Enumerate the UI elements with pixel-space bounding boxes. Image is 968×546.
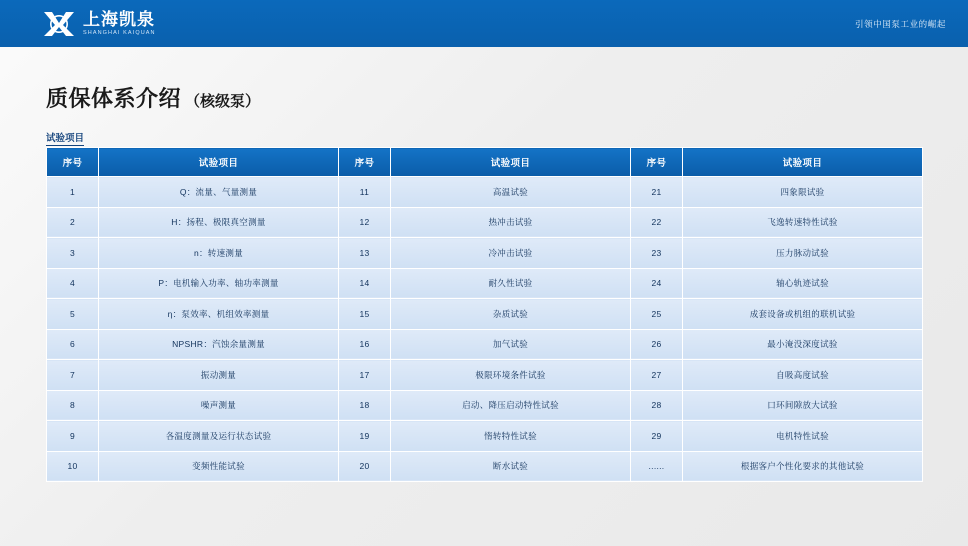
cell-item: 启动、降压启动特性试验 bbox=[391, 390, 631, 421]
table-row bbox=[47, 421, 923, 452]
cell-item: 极限环境条件试验 bbox=[391, 360, 631, 391]
brand-block bbox=[0, 9, 156, 39]
cell-no: 13 bbox=[339, 238, 391, 269]
cell-no: 27 bbox=[631, 360, 683, 391]
cell-item: 耐久性试验 bbox=[391, 268, 631, 299]
cell-no: 22 bbox=[631, 207, 683, 238]
column-header-item-2: 试验项目 bbox=[391, 148, 631, 177]
cell-item: 加气试验 bbox=[391, 329, 631, 360]
table-row bbox=[47, 390, 923, 421]
column-header-item-3: 试验项目 bbox=[683, 148, 923, 177]
column-header-item-1: 试验项目 bbox=[99, 148, 339, 177]
table-row bbox=[47, 299, 923, 330]
cell-no: 26 bbox=[631, 329, 683, 360]
cell-item: η：泵效率、机组效率测量 bbox=[99, 299, 339, 330]
table-row bbox=[47, 360, 923, 391]
table-row bbox=[47, 451, 923, 482]
test-items-table bbox=[46, 147, 922, 482]
footer-area bbox=[0, 506, 968, 546]
cell-item: 压力脉动试验 bbox=[683, 238, 923, 269]
page-title-main: 质保体系介绍 bbox=[46, 86, 182, 111]
cell-no: 1 bbox=[47, 177, 99, 208]
kaiquan-logo-icon bbox=[42, 9, 76, 39]
cell-no: 4 bbox=[47, 268, 99, 299]
cell-item: 飞逸转速特性试验 bbox=[683, 207, 923, 238]
cell-item: NPSHR：汽蚀余量测量 bbox=[99, 329, 339, 360]
cell-item: P：电机输入功率、轴功率测量 bbox=[99, 268, 339, 299]
cell-item: 断水试验 bbox=[391, 451, 631, 482]
cell-no: 3 bbox=[47, 238, 99, 269]
cell-no: 23 bbox=[631, 238, 683, 269]
cell-no: 5 bbox=[47, 299, 99, 330]
cell-item: 热冲击试验 bbox=[391, 207, 631, 238]
table-row bbox=[47, 238, 923, 269]
cell-item: 噪声测量 bbox=[99, 390, 339, 421]
cell-item: H：扬程、极限真空测量 bbox=[99, 207, 339, 238]
cell-item: 变频性能试验 bbox=[99, 451, 339, 482]
cell-item: 杂质试验 bbox=[391, 299, 631, 330]
cell-no: 17 bbox=[339, 360, 391, 391]
cell-item: 高温试验 bbox=[391, 177, 631, 208]
cell-item: 自吸高度试验 bbox=[683, 360, 923, 391]
cell-no: ...... bbox=[631, 451, 683, 482]
column-header-no-3: 序号 bbox=[631, 148, 683, 177]
cell-item: Q：流量、气量测量 bbox=[99, 177, 339, 208]
cell-no: 25 bbox=[631, 299, 683, 330]
cell-item: 振动测量 bbox=[99, 360, 339, 391]
cell-item: 冷冲击试验 bbox=[391, 238, 631, 269]
cell-no: 24 bbox=[631, 268, 683, 299]
cell-no: 7 bbox=[47, 360, 99, 391]
column-header-no-2: 序号 bbox=[339, 148, 391, 177]
cell-item: 电机特性试验 bbox=[683, 421, 923, 452]
cell-no: 19 bbox=[339, 421, 391, 452]
cell-item: 口环间隙放大试验 bbox=[683, 390, 923, 421]
cell-item: 轴心轨迹试验 bbox=[683, 268, 923, 299]
table-header-row bbox=[47, 148, 923, 177]
table-row bbox=[47, 268, 923, 299]
cell-no: 29 bbox=[631, 421, 683, 452]
cell-item: 惰转特性试验 bbox=[391, 421, 631, 452]
cell-no: 18 bbox=[339, 390, 391, 421]
cell-no: 6 bbox=[47, 329, 99, 360]
table-row bbox=[47, 177, 923, 208]
section-label: 试验项目 bbox=[46, 130, 84, 146]
cell-item: 各温度测量及运行状态试验 bbox=[99, 421, 339, 452]
cell-no: 16 bbox=[339, 329, 391, 360]
column-header-no-1: 序号 bbox=[47, 148, 99, 177]
table-row bbox=[47, 329, 923, 360]
cell-item: 根据客户个性化要求的其他试验 bbox=[683, 451, 923, 482]
cell-no: 8 bbox=[47, 390, 99, 421]
cell-no: 2 bbox=[47, 207, 99, 238]
cell-item: 成套设备或机组的联机试验 bbox=[683, 299, 923, 330]
cell-no: 9 bbox=[47, 421, 99, 452]
cell-item: n：转速测量 bbox=[99, 238, 339, 269]
brand-name-en: SHANGHAI KAIQUAN bbox=[83, 29, 156, 36]
cell-no: 14 bbox=[339, 268, 391, 299]
cell-no: 21 bbox=[631, 177, 683, 208]
table-row bbox=[47, 207, 923, 238]
brand-text bbox=[83, 11, 156, 37]
cell-item: 最小淹没深度试验 bbox=[683, 329, 923, 360]
brand-name-cn: 上海凯泉 bbox=[83, 9, 155, 29]
header-bar bbox=[0, 0, 968, 47]
cell-no: 12 bbox=[339, 207, 391, 238]
cell-no: 15 bbox=[339, 299, 391, 330]
cell-no: 11 bbox=[339, 177, 391, 208]
page-title bbox=[46, 82, 260, 113]
cell-no: 20 bbox=[339, 451, 391, 482]
cell-item: 四象限试验 bbox=[683, 177, 923, 208]
cell-no: 10 bbox=[47, 451, 99, 482]
page-title-sub: （核级泵） bbox=[185, 93, 261, 110]
header-tagline: 引领中国泵工业的崛起 bbox=[854, 18, 946, 29]
cell-no: 28 bbox=[631, 390, 683, 421]
